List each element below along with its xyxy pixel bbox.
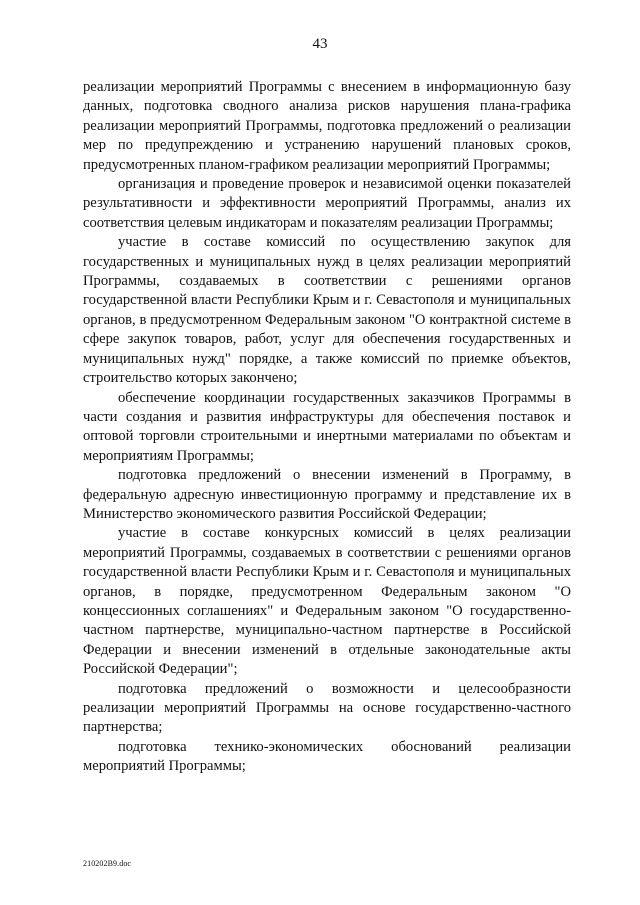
paragraph: подготовка технико-экономических обоснований реализации мероприятий Программы;: [83, 738, 571, 775]
document-file-code: 210202В9.doc: [83, 859, 132, 868]
paragraph: участие в составе комиссий по осуществлению закупок для государственных и муниципальных нужд в целях реализации мероприятий Программы, создаваемых в соответствии с решениями органов государственной власти Республики Крым и г. Севастополя и муниципальных органов, в предусмотренном Федеральным законом "О контрактной системе в сфере закупок товаров, работ, услуг для обеспечения государственных и муниципальных нужд" порядке, а также комиссий по приемке объектов, строительство которых закончено;: [83, 234, 571, 387]
paragraph: подготовка предложений о внесении изменений в Программу, в федеральную адресную инвестиционную программу и представление их в Министерство экономического развития Российской Федерации;: [83, 467, 571, 522]
paragraph: подготовка предложений о возможности и целесообразности реализации мероприятий Программы на основе государственно-частного партнерства;: [83, 680, 571, 736]
paragraph: обеспечение координации государственных заказчиков Программы в части создания и развития инфраструктуры для обеспечения поставок и оптовой торговли строительными и инертными материалами по объектам и мероприятиям Программы;: [83, 389, 571, 464]
paragraph: реализации мероприятий Программы с внесением в информационную базу данных, подготовка сводного анализа рисков нарушения плана-графика реализации мероприятий Программы, подготовка предложений о реализации мер по предупреждению и устранению нарушений плановых сроков, предусмотренных планом-графиком реализации мероприятий Программы;: [83, 79, 571, 173]
page-number: 43: [312, 36, 328, 52]
paragraph: организация и проведение проверок и независимой оценки показателей результативности и эффективности мероприятий Программы, анализ их соответствия целевым индикаторам и показателям реализации Программы;: [83, 176, 571, 231]
document-body: [83, 78, 571, 777]
paragraph: участие в составе конкурсных комиссий в целях реализации мероприятий Программы, создаваемых в соответствии с решениями органов государственной власти Республики Крым и г. Севастополя и муниципальных органов, в порядке, предусмотренном Федеральным законом "О концессионных соглашениях" и Федеральным законом "О государственно-частном партнерстве, муниципально-частном партнерстве в Российской Федерации и внесении изменений в отдельные законодательные акты Российской Федерации";: [83, 525, 571, 678]
